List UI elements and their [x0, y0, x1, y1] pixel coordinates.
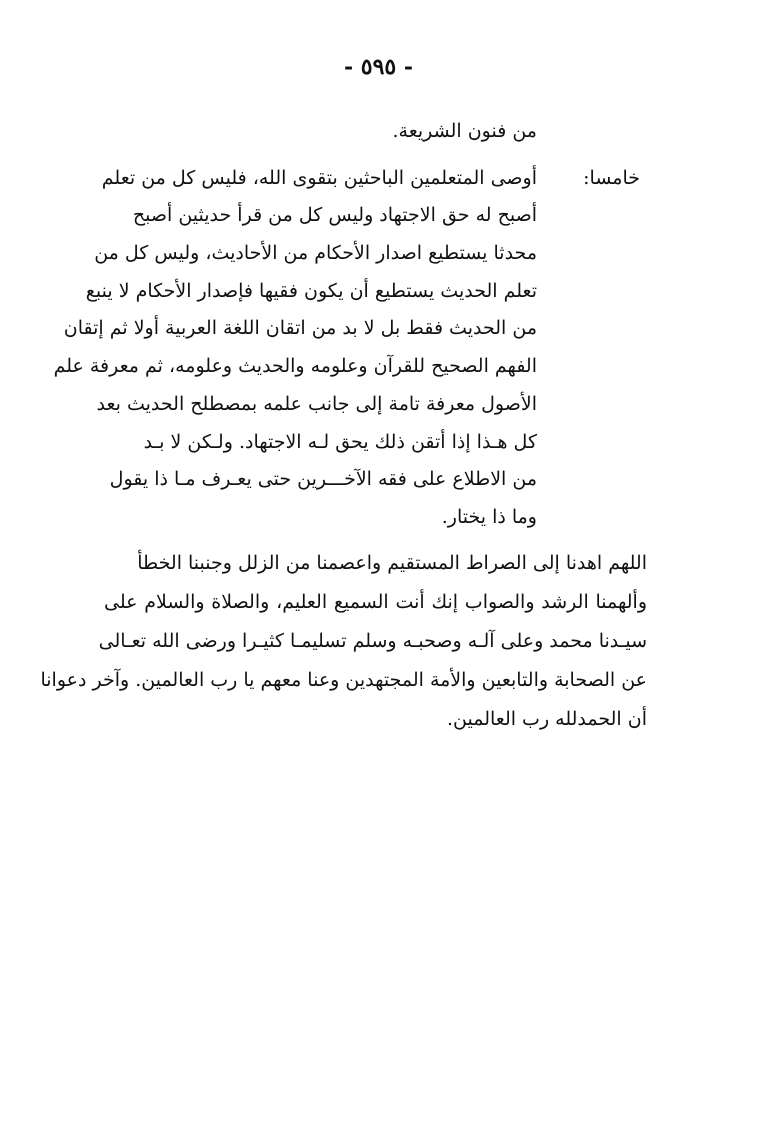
section-label-fifth: خامسا:	[583, 167, 640, 189]
text-line: وما ذا يختار.	[441, 506, 537, 528]
text-line: محدثا يستطيع اصدار الأحكام من الأحاديث، وليس كل من	[94, 242, 537, 264]
previous-section-tail: من فنون الشريعة.	[392, 120, 537, 142]
text-line: وألهمنا الرشد والصواب إنك أنت السميع العليم، والصلاة والسلام على	[104, 591, 647, 613]
text-line: كل هـذا إذا أتقن ذلك يحق لـه الاجتهاد. ولـكن لا بـد	[143, 431, 537, 453]
page-number: - ٥٩٥ -	[343, 54, 414, 80]
text-line: أصبح له حق الاجتهاد وليس كل من قرأ حديثين أصبح	[132, 204, 537, 226]
text-line: عن الصحابة والتابعين والأمة المجتهدين وعنا معهم يا رب العالمين. وآخر دعوانا	[40, 669, 647, 691]
text-line: الأصول معرفة تامة إلى جانب علمه بمصطلح الحديث بعد	[96, 393, 537, 415]
text-line: سيـدنا محمد وعلى آلـه وصحبـه وسلم تسليمـا كثيـرا ورضى الله تعـالى	[98, 630, 647, 652]
text-line: من الاطلاع على فقه الآخـــرين حتى يعـرف مـا ذا يقول	[109, 468, 537, 490]
text-line: الفهم الصحيح للقرآن وعلومه والحديث وعلومه، ثم معرفة علم	[53, 355, 537, 377]
text-line: من الحديث فقط بل لا بد من اتقان اللغة العربية أولا ثم إتقان	[63, 317, 537, 339]
text-line: اللهم اهدنا إلى الصراط المستقيم واعصمنا من الزلل وجنبنا الخطأ	[137, 552, 647, 574]
text-line: أوصى المتعلمين الباحثين بتقوى الله، فليس كل من تعلم	[101, 167, 537, 189]
text-line: أن الحمدلله رب العالمين.	[446, 708, 647, 730]
text-line: تعلم الحديث يستطيع أن يكون فقيها فإصدار الأحكام لا ينبع	[85, 280, 537, 302]
